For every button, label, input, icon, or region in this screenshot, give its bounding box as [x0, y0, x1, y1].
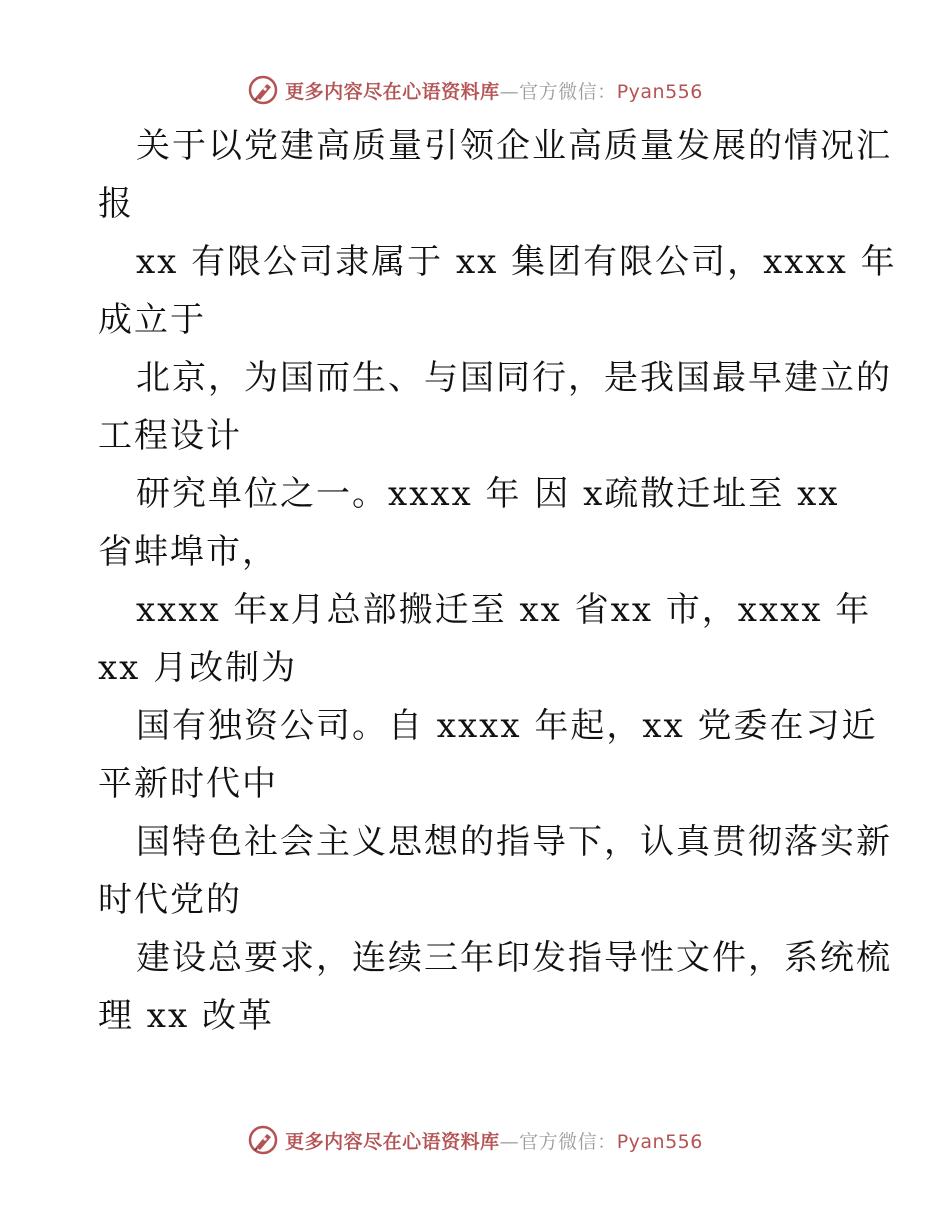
document-line: xx 月改制为 [98, 648, 298, 688]
document-line: 理 xx 改革 [98, 996, 274, 1036]
footer-dash: — [499, 1130, 520, 1153]
document-line: 省蚌埠市， [98, 532, 278, 572]
document-line: 国特色社会主义思想的指导下，认真贯彻落实新 [136, 822, 892, 862]
header-wechat-label: 官方微信： [519, 80, 617, 103]
header-wechat-id: Pyan556 [616, 80, 703, 103]
header-site-text: 更多内容尽在心语资料库 [285, 80, 500, 103]
document-line: 研究单位之一。xxxx 年 因 x疏散迁址至 xx [136, 474, 840, 514]
document-line: xxxx 年x月总部搬迁至 xx 省xx 市，xxxx 年 [136, 590, 872, 630]
document-body [98, 117, 897, 1045]
header-banner [0, 70, 950, 110]
document-line: 建设总要求，连续三年印发指导性文件，系统梳 [136, 938, 892, 978]
document-line: 工程设计 [98, 416, 242, 456]
pen-nib-logo-icon [247, 74, 279, 106]
header-banner-text [285, 77, 703, 104]
document-line: 国有独资公司。自 xxxx 年起，xx 党委在习近 [136, 706, 878, 746]
document-line: 平新时代中 [98, 764, 278, 804]
footer-wechat-label: 官方微信： [519, 1130, 617, 1153]
document-line: 成立于 [98, 300, 206, 340]
footer-banner [0, 1120, 950, 1160]
document-line: 时代党的 [98, 880, 242, 920]
footer-banner-text [285, 1127, 703, 1154]
footer-site-text: 更多内容尽在心语资料库 [285, 1130, 500, 1153]
header-dash: — [499, 80, 520, 103]
footer-wechat-id: Pyan556 [616, 1130, 703, 1153]
document-line: 关于以党建高质量引领企业高质量发展的情况汇 [136, 126, 892, 166]
document-line: 北京，为国而生、与国同行，是我国最早建立的 [136, 358, 892, 398]
document-line: 报 [98, 184, 134, 224]
document-line: xx 有限公司隶属于 xx 集团有限公司，xxxx 年 [136, 242, 897, 282]
pen-nib-logo-icon [247, 1124, 279, 1156]
